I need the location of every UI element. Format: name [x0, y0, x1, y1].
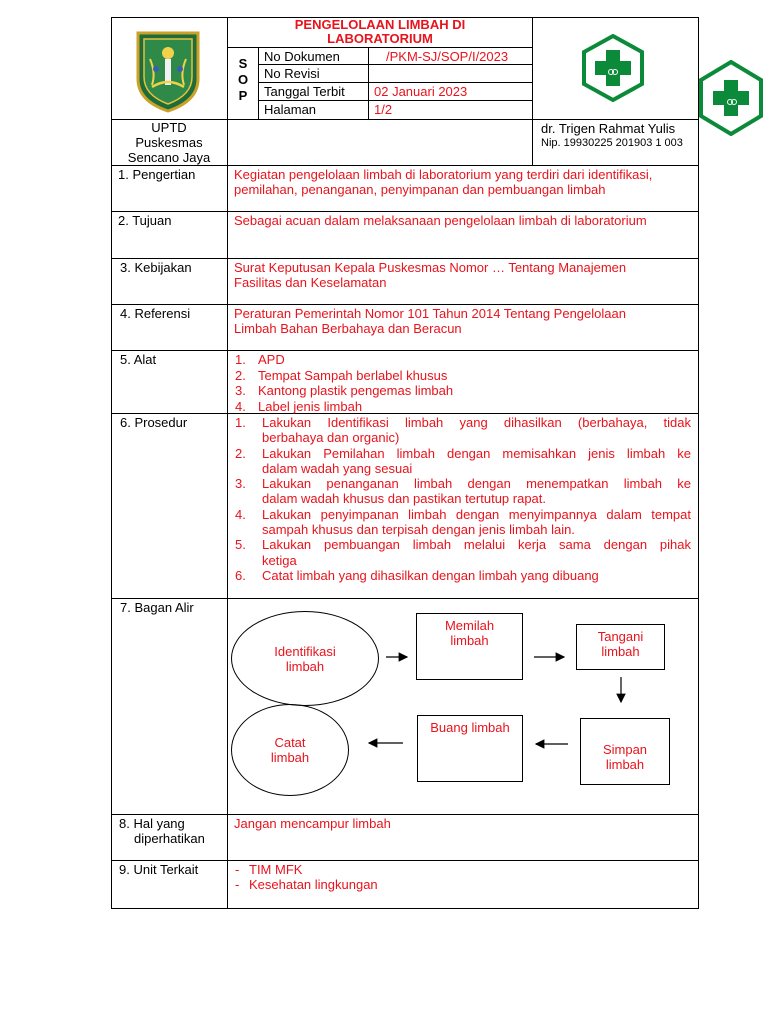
list-item: - TIM MFK	[235, 862, 303, 877]
list-item: 2. Tempat Sampah berlabel khusus	[235, 367, 448, 383]
pengertian-line1: Kegiatan pengelolaan limbah di laboratorium yang terdiri dari identifikasi,	[234, 167, 653, 182]
kebijakan-line1: Surat Keputusan Kepala Puskesmas Nomor … Tentang Manajemen	[234, 260, 627, 275]
flow-node-memilah: Memilah limbah	[416, 613, 523, 680]
unit-list	[235, 862, 378, 892]
flow-node-buang: Buang limbah	[417, 715, 523, 782]
label-referensi: 4. Referensi	[120, 306, 191, 321]
list-item: 4. Lakukan penyimpanan limbah dengan menyimpannya dalam tempat sampah khusus dan terpisah dengan jenis limbah lain.	[235, 506, 691, 538]
label-diperhatikan: diperhatikan	[134, 831, 205, 846]
list-item: 3. Lakukan penanganan limbah dengan menempatkan limbah ke dalam wadah khusus dan pastikan tertutup rapat.	[235, 476, 691, 507]
flow-node-simpan: Simpan limbah	[580, 718, 670, 785]
list-item: 5. Lakukan pembuangan limbah melalui kerja sama dengan pihak ketiga	[235, 537, 691, 568]
org-line-uptd: UPTD	[151, 120, 187, 135]
kebijakan-line2: Fasilitas dan Keselamatan	[234, 275, 387, 290]
meta-value-no-dokumen: /PKM-SJ/SOP/I/2023	[386, 49, 509, 64]
tujuan-text: Sebagai acuan dalam melaksanaan pengelolaan limbah di laboratorium	[234, 213, 647, 228]
list-item: 1. APD	[235, 352, 285, 367]
label-hal-yang: 8. Hal yang	[119, 816, 185, 831]
org-line-name: Sencano Jaya	[127, 150, 211, 165]
org-line-puskesmas: Puskesmas	[135, 135, 203, 150]
sop-letter-o: O	[237, 72, 249, 87]
label-alat: 5. Alat	[120, 352, 157, 367]
signer-nip: Nip. 19930225 201903 1 003	[541, 137, 683, 149]
meta-value-tanggal-terbit: 02 Januari 2023	[374, 84, 468, 99]
list-item: - Kesehatan lingkungan	[235, 877, 378, 892]
meta-label-no-dokumen: No Dokumen	[264, 49, 340, 64]
label-kebijakan: 3. Kebijakan	[120, 260, 192, 275]
list-item: 3. Kantong plastik pengemas limbah	[235, 383, 454, 398]
meta-value-halaman: 1/2	[374, 102, 393, 117]
flow-node-catat: Catat limbah	[231, 704, 349, 796]
label-tujuan: 2. Tujuan	[118, 213, 172, 228]
flow-node-identifikasi: Identifikasi limbah	[231, 611, 379, 706]
list-item: 6. Catat limbah yang dihasilkan dengan limbah yang dibuang	[235, 567, 599, 583]
list-item: 2. Lakukan Pemilahan limbah dengan memisahkan jenis limbah ke dalam wadah yang sesuai	[235, 445, 691, 476]
meta-label-no-revisi: No Revisi	[264, 66, 320, 81]
label-prosedur: 6. Prosedur	[120, 415, 188, 430]
signer-name: dr. Trigen Rahmat Yulis	[541, 121, 676, 136]
flow-node-tangani: Tangani limbah	[576, 624, 665, 670]
document-title-line2: LABORATORIUM	[327, 31, 433, 46]
sop-letter-p: P	[238, 88, 248, 103]
label-bagan-alir: 7. Bagan Alir	[120, 600, 194, 615]
label-unit-terkait: 9. Unit Terkait	[119, 862, 199, 877]
sop-letter-s: S	[238, 56, 248, 71]
list-item: 1. Lakukan Identifikasi limbah yang dihasilkan (berbahaya, tidak berbahaya dan organic)	[235, 415, 691, 446]
meta-label-tanggal-terbit: Tanggal Terbit	[264, 84, 345, 99]
meta-label-halaman: Halaman	[264, 102, 317, 117]
pengertian-line2: pemilahan, penanganan, penyimpanan dan pembuangan limbah	[234, 182, 606, 197]
referensi-line1: Peraturan Pemerintah Nomor 101 Tahun 2014 Tentang Pengelolaan	[234, 306, 626, 321]
document-title-line1: PENGELOLAAN LIMBAH DI	[294, 17, 466, 32]
hal-text: Jangan mencampur limbah	[234, 816, 391, 831]
list-item: 4. Label jenis limbah	[235, 398, 363, 414]
referensi-line2: Limbah Bahan Berbahaya dan Beracun	[234, 321, 462, 336]
label-pengertian: 1. Pengertian	[118, 167, 196, 182]
